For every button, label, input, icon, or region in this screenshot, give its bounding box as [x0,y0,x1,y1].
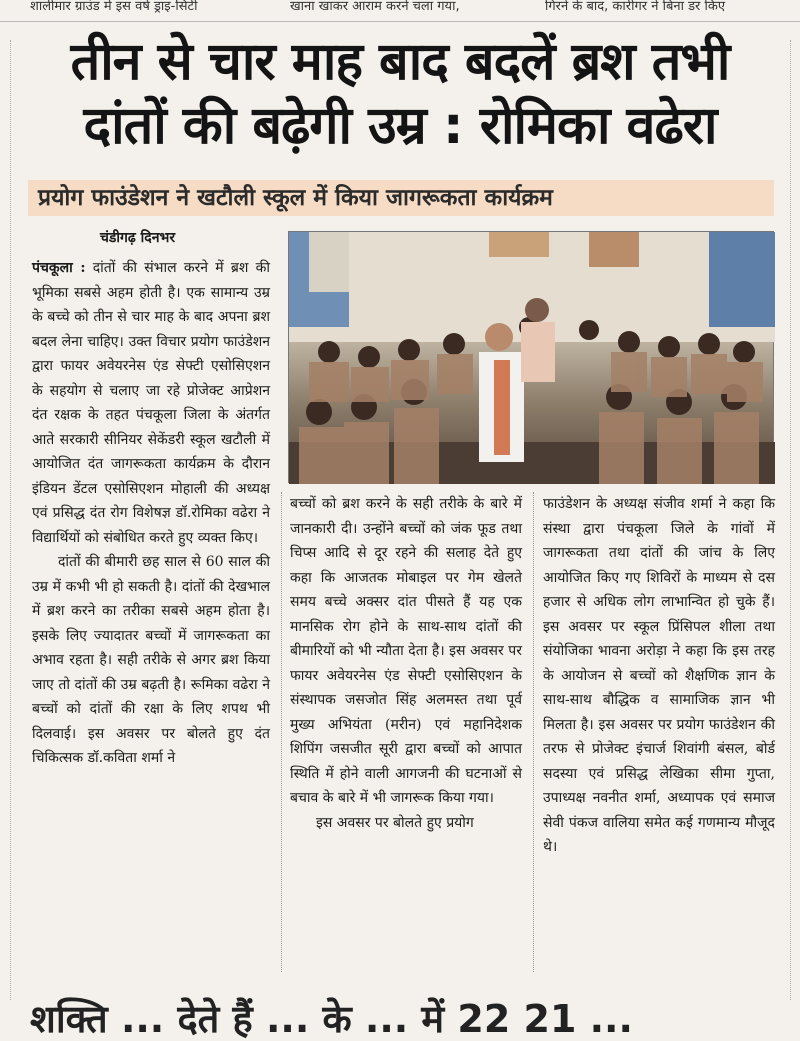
next-article-headline-strip: शक्ति ... देते हैं ... के ... में 22 21 ... [30,997,633,1041]
headline-line-2: दांतों की बढ़ेगी उम्र : रोमिका वढेरा [83,96,717,156]
article-column-1 [32,256,270,771]
place-lead: पंचकूला : [32,260,86,276]
previous-article-strip [0,0,800,22]
column-2-paragraph-1: बच्चों को ब्रश करने के सही तरीके के बारे में जानकारी दी। उन्होंने बच्चों को जंक फूड तथा चिप्स आदि से दूर रहने की सलाह देते हुए कहा कि आजतक मोबाइल पर गेम खेलते समय बच्चे अक्सर दांत पीसते हैं यह एक मानसिक रोग होने के साथ-साथ दांतों की बीमारियों को भी न्यौता देता है। इस अवसर पर फायर अवेयरनेस एंड सेफ्टी एसोसिएशन के संस्थापक जसजोत सिंह अलमस्त तथा पूर्व मुख्य अभियंता (मरीन) एवं महानिदेशक शिपिंग जसजीत सूरी द्वारा बच्चों को आपात स्थिति में होने वाली आगजनी की घटनाओं से बचाव के बारे में भी जागरूक किया गया। [290,496,522,806]
article-column-3 [543,492,775,860]
column-divider-1 [281,492,282,972]
column-2-paragraph-2: इस अवसर पर बोलते हुए प्रयोग [316,814,474,831]
headline-line-1: तीन से चार माह बाद बदलें ब्रश तभी [70,32,730,92]
column-1-paragraph-1: दांतों की संभाल करने में ब्रश की भूमिका सबसे अहम होती है। एक सामान्य उम्र के बच्चे को तीन से चार माह के बाद अपना ब्रश बदल लेना चाहिए। उक्त विचार प्रयोग फाउंडेशन द्वारा फायर अवेयरनेस एंड सेफ्टी एसोसिएशन के सहयोग से चलाए जा रहे प्रोजेक्ट आप्रेशन दंत रक्षक के तहत पंचकूला जिला के अंतर्गत आते सरकारी सीनियर सेकेंडरी स्कूल खटौली में आयोजित दंत जागरूकता कार्यक्रम के दौरान इंडियन डेंटल एसोसिएशन मोहाली की अध्यक्ष एवं प्रसिद्ध दंत रोग विशेषज्ञ डॉ.रोमिका वढेरा ने विद्यार्थियों को संबोधित करते हुए व्यक्त किए। [32,260,270,546]
column-1-paragraph-2: दांतों की बीमारी छह साल से 60 साल की उम्र में कभी भी हो सकती है। दांतों की देखभाल में ब्रश करने का तरीका सबसे अहम होता है। इसके लिए ज्यादातर बच्चों में जागरूकता का अभाव रहता है। सही तरीके से अगर ब्रश किया जाए तो दांतों की उम्र बढ़ती है। रूमिका वढेरा ने बच्चों को दांतों की रक्षा के लिए शपथ भी दिलवाई। इस अवसर पर बोलते हुए दंत चिकित्सक डॉ.कविता शर्मा ने [32,554,270,766]
students-photo-illustration [289,232,775,484]
article-headline [20,30,780,158]
left-column-rule [10,40,11,1000]
top-strip-col2: खाना खाकर आराम करने चला गया, [290,0,460,14]
column-divider-2 [533,492,534,972]
right-column-rule [790,40,791,1000]
article-photo [288,231,774,483]
article-column-2 [290,492,522,835]
article-subhead: प्रयोग फाउंडेशन ने खटौली स्कूल में किया जागरूकता कार्यक्रम [28,180,774,216]
column-3-paragraph-1: फाउंडेशन के अध्यक्ष संजीव शर्मा ने कहा कि संस्था द्वारा पंचकूला जिले के गांवों में जागरूकता तथा दांतों की जांच के लिए आयोजित किए गए शिविरों के माध्यम से दस हजार से अधिक लोग लाभान्वित हो चुके हैं। इस अवसर पर स्कूल प्रिंसिपल शीला तथा संयोजिका भावना अरोड़ा ने कहा कि इस तरह के आयोजन से बच्चों को शैक्षणिक ज्ञान के साथ-साथ बौद्धिक व सामाजिक ज्ञान भी मिलता है। इस अवसर पर प्रयोग फाउंडेशन की तरफ से प्रोजेक्ट इंचार्ज शिवांगी बंसल, बोर्ड सदस्या एवं प्रसिद्ध लेखिका सीमा गुप्ता, उपाध्यक्ष नवनीत शर्मा, अध्यापक एवं समाज सेवी पंकज वालिया समेत कई गणमान्य मौजूद थे। [543,496,775,855]
dateline: चंडीगढ़ दिनभर [100,230,176,246]
top-strip-col1: शालीमार ग्राउंड में इस वर्ष ड्राइ-सिटी [30,0,198,14]
top-strip-col3: गिरने के बाद, कारीगर ने बिना डर किए [545,0,726,14]
